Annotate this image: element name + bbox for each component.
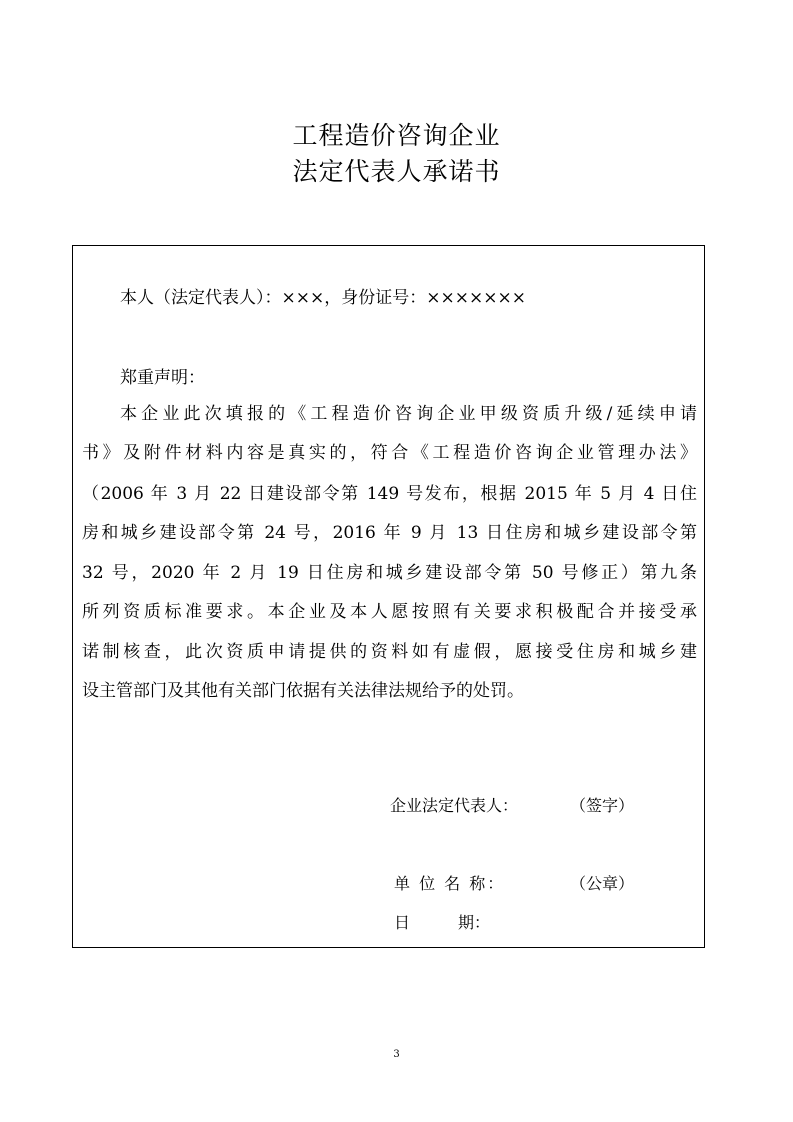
company-name-label: 单 位 名 称： [394, 874, 506, 893]
seal-note: （公章） [570, 874, 635, 893]
declaration-line: 32 号，2020 年 2 月 19 日住房和城乡建设部令第 50 号修正）第九条 [82, 563, 697, 583]
declaration-heading: 郑重声明： [120, 368, 205, 388]
declaration-line: （2006 年 3 月 22 日建设部令第 149 号发布，根据 2015 年 5 月 4 日住 [82, 484, 697, 504]
page-number: 3 [393, 1049, 400, 1060]
declaration-line: 本企业此次填报的《工程造价咨询企业甲级资质升级/延续申请 [120, 404, 697, 424]
signature-note: （签字） [570, 796, 635, 815]
declaration-line: 书》及附件材料内容是真实的，符合《工程造价咨询企业管理办法》 [82, 443, 697, 463]
document-title-line-2: 法定代表人承诺书 [292, 157, 501, 186]
commitment-frame [72, 245, 705, 948]
declaration-line: 所列资质标准要求。本企业及本人愿按照有关要求积极配合并接受承 [82, 602, 697, 622]
declaration-line: 房和城乡建设部令第 24 号，2016 年 9 月 13 日住房和城乡建设部令第 [82, 523, 697, 543]
legal-representative-label: 企业法定代表人： [390, 796, 519, 815]
declaration-line: 诺制核查，此次资质申请提供的资料如有虚假，愿接受住房和城乡建 [82, 642, 697, 662]
declaration-line: 设主管部门及其他有关部门依据有关法律法规给予的处罚。 [82, 681, 524, 701]
date-label: 日 期： [394, 913, 491, 932]
document-title-line-1: 工程造价咨询企业 [292, 121, 501, 150]
identity-line: 本人（法定代表人）：×××，身份证号：××××××× [120, 288, 526, 308]
